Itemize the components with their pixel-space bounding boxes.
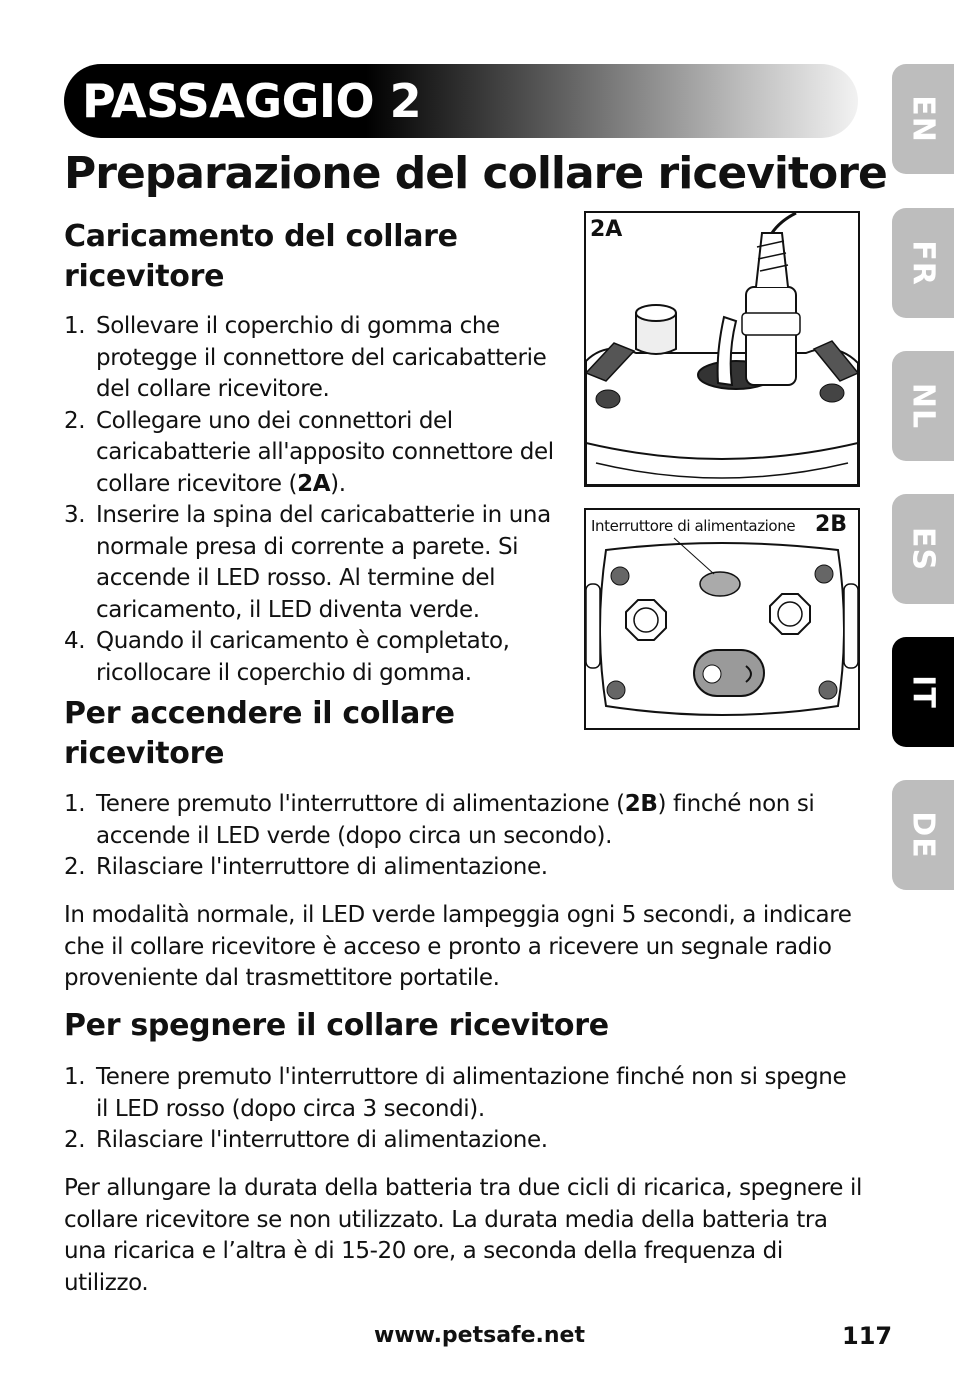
list-item <box>64 406 570 501</box>
heading-line: Caricamento del collare <box>64 219 458 254</box>
figure-caption: Interruttore di alimentazione <box>591 517 796 535</box>
power-on-paragraph: In modalità normale, il LED verde lampeggia ogni 5 secondi, a indicare che il collare ricevitore è acceso e pronto a ricevere un segnale radio proveniente dal trasmettitore portatile. <box>64 902 852 991</box>
tab-de[interactable] <box>892 780 954 890</box>
step-text: ). <box>330 470 346 497</box>
collar-underside-illustration <box>586 510 858 728</box>
step-number: 2. <box>64 1127 86 1153</box>
power-on-steps <box>64 789 864 884</box>
list-item <box>64 1062 864 1125</box>
step-text: Collegare uno dei connettori del caricabatterie all'apposito connettore del collare ricevitore ( <box>96 407 554 497</box>
figure-label: 2B <box>815 512 848 537</box>
heading-line: Per accendere il collare <box>64 696 455 731</box>
list-item <box>64 789 864 852</box>
tab-nl[interactable] <box>892 351 954 461</box>
step-number: 3. <box>64 502 86 528</box>
section-heading-power-on <box>64 694 455 774</box>
charging-steps <box>64 311 570 689</box>
step-text: Tenere premuto l'interruttore di alimentazione ( <box>96 791 625 817</box>
tab-label: EN <box>905 95 941 143</box>
page-number: 117 <box>842 1322 893 1350</box>
list-item <box>64 1125 864 1157</box>
step-number: 2. <box>64 854 86 880</box>
figure-reference: 2B <box>624 791 658 817</box>
step-text: Rilasciare l'interruttore di alimentazione. <box>96 1127 548 1153</box>
figure-reference: 2A <box>297 470 331 497</box>
list-item <box>64 311 570 406</box>
tab-fr[interactable] <box>892 208 954 318</box>
step-number: 4. <box>64 628 86 654</box>
list-item <box>64 626 570 689</box>
step-text: Sollevare il coperchio di gomma che protegge il connettore del caricabatterie del collare ricevitore. <box>96 313 547 402</box>
step-text: Rilasciare l'interruttore di alimentazione. <box>96 854 548 880</box>
heading-line: ricevitore <box>64 259 225 294</box>
battery-paragraph: Per allungare la durata della batteria tra due cicli di ricarica, spegnere il collare ricevitore se non utilizzato. La durata media della batteria tra una ricarica e l’altra è di 15-20 ore, a seconda della frequenza di utilizzo. <box>64 1175 862 1296</box>
page-title: Preparazione del collare ricevitore <box>64 148 887 199</box>
step-number: 2. <box>64 407 86 434</box>
tab-label: NL <box>905 382 941 430</box>
step-text: Inserire la spina del caricabatterie in una normale presa di corrente a parete. Si accende il LED rosso. Al termine del caricamento, il LED diventa verde. <box>96 502 551 623</box>
footer-url[interactable]: www.petsafe.net <box>374 1323 585 1348</box>
heading-line: ricevitore <box>64 736 225 771</box>
step-text: Quando il caricamento è completato, ricollocare il coperchio di gomma. <box>96 628 510 686</box>
figure-label: 2A <box>590 217 623 242</box>
figure-2b <box>584 508 860 730</box>
tab-en[interactable] <box>892 64 954 174</box>
step-number: 1. <box>64 313 86 339</box>
step-text: ) finché non si accende il LED verde (dopo circa un secondo). <box>96 791 815 849</box>
step-number: 1. <box>64 791 86 817</box>
tab-label: DE <box>905 811 941 859</box>
step-number: 1. <box>64 1064 86 1090</box>
figure-2a <box>584 211 860 487</box>
tab-label: ES <box>905 526 941 572</box>
tab-it[interactable] <box>892 637 954 747</box>
step-banner-label: PASSAGGIO 2 <box>82 74 422 128</box>
step-text: Tenere premuto l'interruttore di alimentazione finché non si spegne il LED rosso (dopo circa 3 secondi). <box>96 1064 847 1122</box>
power-off-steps <box>64 1062 864 1157</box>
tab-label: IT <box>905 675 941 709</box>
section-heading-charging <box>64 217 458 297</box>
list-item <box>64 852 864 884</box>
collar-charging-illustration <box>586 213 858 485</box>
tab-label: FR <box>905 240 941 286</box>
tab-es[interactable] <box>892 494 954 604</box>
section-heading-power-off: Per spegnere il collare ricevitore <box>64 1008 609 1043</box>
list-item <box>64 500 570 626</box>
